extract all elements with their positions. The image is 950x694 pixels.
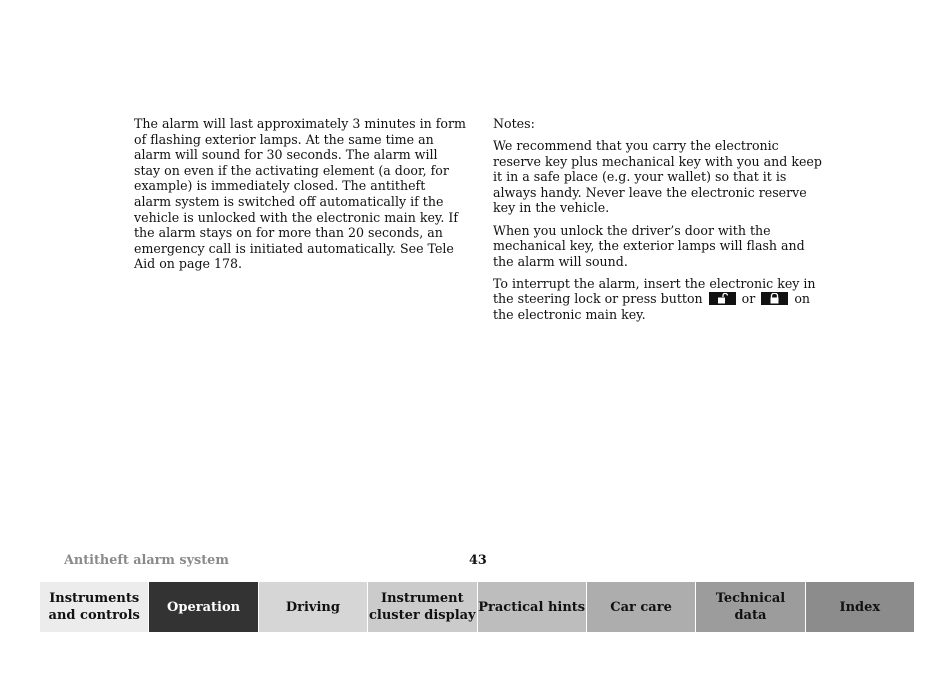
left-column [134,116,466,278]
tab-index[interactable]: Index [806,582,914,632]
section-title: Antitheft alarm system [64,553,229,568]
note-interrupt-alarm [493,276,827,323]
unlock-icon [709,292,736,305]
notes-heading: Notes: [493,116,535,131]
tab-practical-hints[interactable]: Practical hints [478,582,587,632]
right-column [493,116,827,329]
note-interrupt-or: or [741,291,756,307]
note-interrupt-text-1: To interrupt the alarm, insert the electronic key in the steering lock or press button [493,275,816,307]
chapter-nav-bar [40,582,914,632]
tab-instruments-and-controls[interactable]: Instruments and controls [40,582,149,632]
note-reserve-key: We recommend that you carry the electronic reserve key plus mechanical key with you and keep it in a safe place (e.g. your wallet) so that it is always handy. Never leave the electronic reserve key in the vehicle. [493,138,822,216]
tab-instrument-cluster-display[interactable]: Instrument cluster display [368,582,477,632]
note-mechanical-key: When you unlock the driver’s door with the mechanical key, the exterior lamps will flash and the alarm will sound. [493,222,805,269]
tab-driving[interactable]: Driving [259,582,368,632]
lock-icon [761,292,788,305]
alarm-duration-paragraph: The alarm will last approximately 3 minutes in form of flashing exterior lamps. At the same time an alarm will sound for 30 seconds. The alarm will stay on even if the activating element (a door, for example) is immediately closed. The antitheft alarm system is switched off automatically if the vehicle is unlocked with the electronic main key. If the alarm stays on for more than 20 seconds, an emergency call is initiated automatically. See Tele Aid on page 178. [134,116,466,272]
tab-car-care[interactable]: Car care [587,582,696,632]
page-number: 43 [469,553,487,568]
tab-operation[interactable]: Operation [149,582,258,632]
note-interrupt-text-2: on the electronic main key. [493,291,811,323]
tab-technical-data[interactable]: Technical data [696,582,805,632]
